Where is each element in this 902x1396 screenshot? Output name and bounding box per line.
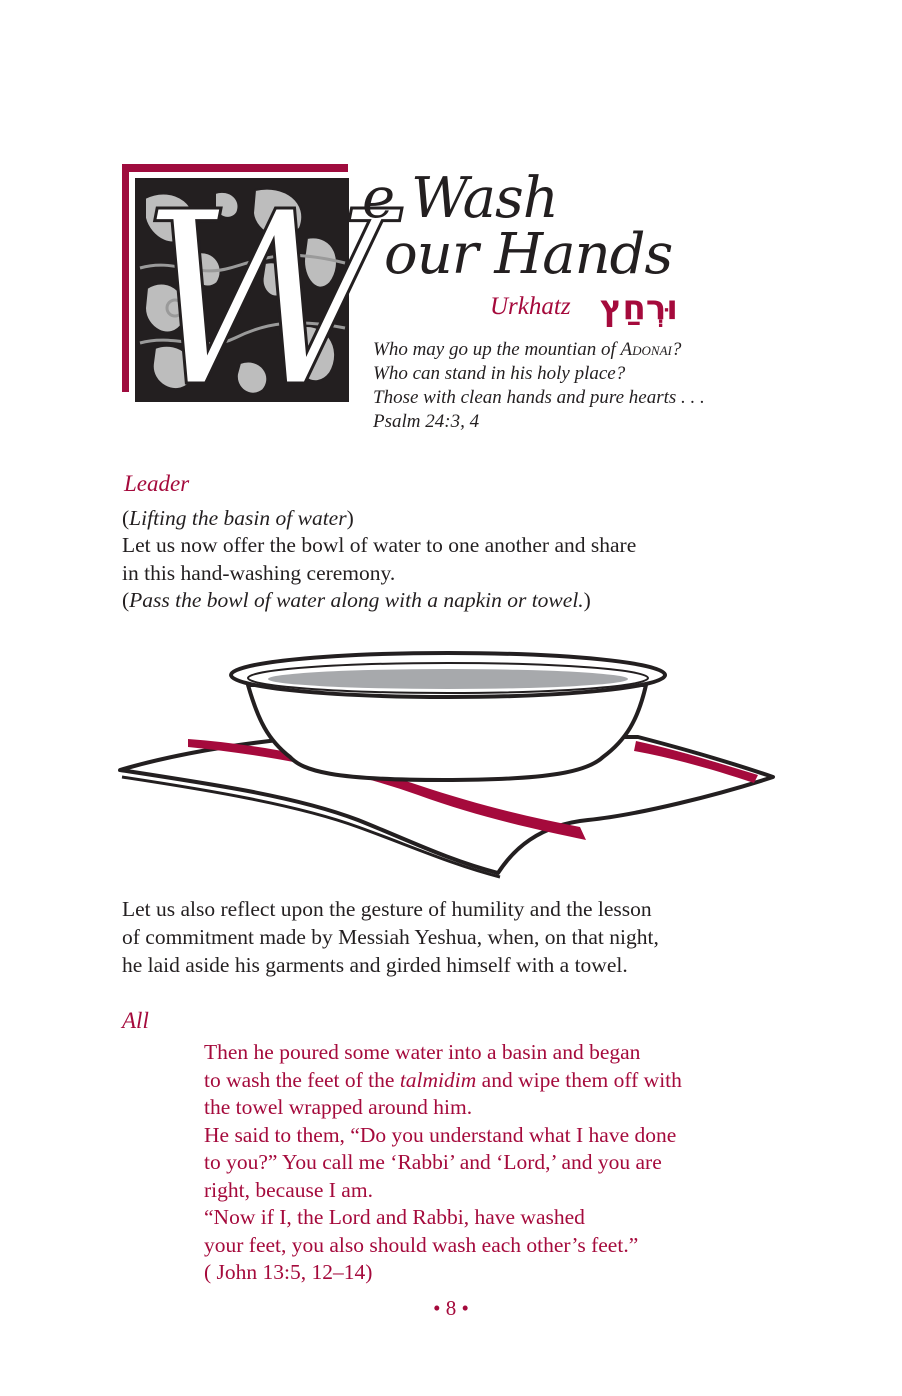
verse-citation: ( John 13:5, 12–14) — [204, 1260, 373, 1284]
title-line-2: our Hands — [384, 222, 673, 287]
verse-line-7: “Now if I, the Lord and Rabbi, have washed — [204, 1205, 585, 1229]
epigraph-line-1: Who may go up the mountian of Adonai? — [373, 339, 682, 360]
all-label: All — [122, 1008, 149, 1033]
leader-label: Leader — [124, 471, 190, 496]
verse-line-2: to wash the feet of the talmidim and wipe them off with — [204, 1068, 682, 1092]
bowl — [248, 685, 646, 780]
reflection-line-1: Let us also reflect upon the gesture of humility and the lesson — [122, 897, 652, 921]
leader-line-1: Let us now offer the bowl of water to one another and share — [122, 533, 637, 557]
epigraph-line-2: Who can stand in his holy place? — [373, 363, 626, 384]
verse-line-3: the towel wrapped around him. — [204, 1095, 473, 1119]
epigraph-line-3: Those with clean hands and pure hearts . . . — [373, 387, 705, 408]
leader-instruction-2: (Pass the bowl of water along with a napkin or towel.) — [122, 588, 591, 612]
page-number: • 8 • — [433, 1296, 469, 1320]
leader-instruction-1: (Lifting the basin of water) — [122, 506, 354, 530]
subtitle-transliteration: Urkhatz — [490, 293, 571, 320]
subtitle-hebrew: וּרְחַץ — [600, 288, 678, 328]
water — [268, 669, 628, 689]
verse-line-6: right, because I am. — [204, 1178, 373, 1202]
svg-text:W: W — [139, 160, 386, 440]
basin-illustration — [118, 645, 776, 877]
leader-line-2: in this hand-washing ceremony. — [122, 561, 396, 585]
verse-line-5: to you?” You call me ‘Rabbi’ and ‘Lord,’ and you are — [204, 1150, 662, 1174]
epigraph-citation: Psalm 24:3, 4 — [373, 411, 480, 432]
verse-line-8: your feet, you also should wash each other’s feet.” — [204, 1233, 639, 1257]
reflection-line-2: of commitment made by Messiah Yeshua, when, on that night, — [122, 925, 659, 949]
verse-line-4: He said to them, “Do you understand what I have done — [204, 1123, 677, 1147]
reflection-line-3: he laid aside his garments and girded himself with a towel. — [122, 953, 628, 977]
drop-cap-illumination — [135, 160, 386, 440]
verse-line-1: Then he poured some water into a basin and began — [204, 1040, 641, 1064]
title-line-1: e Wash — [362, 166, 558, 231]
